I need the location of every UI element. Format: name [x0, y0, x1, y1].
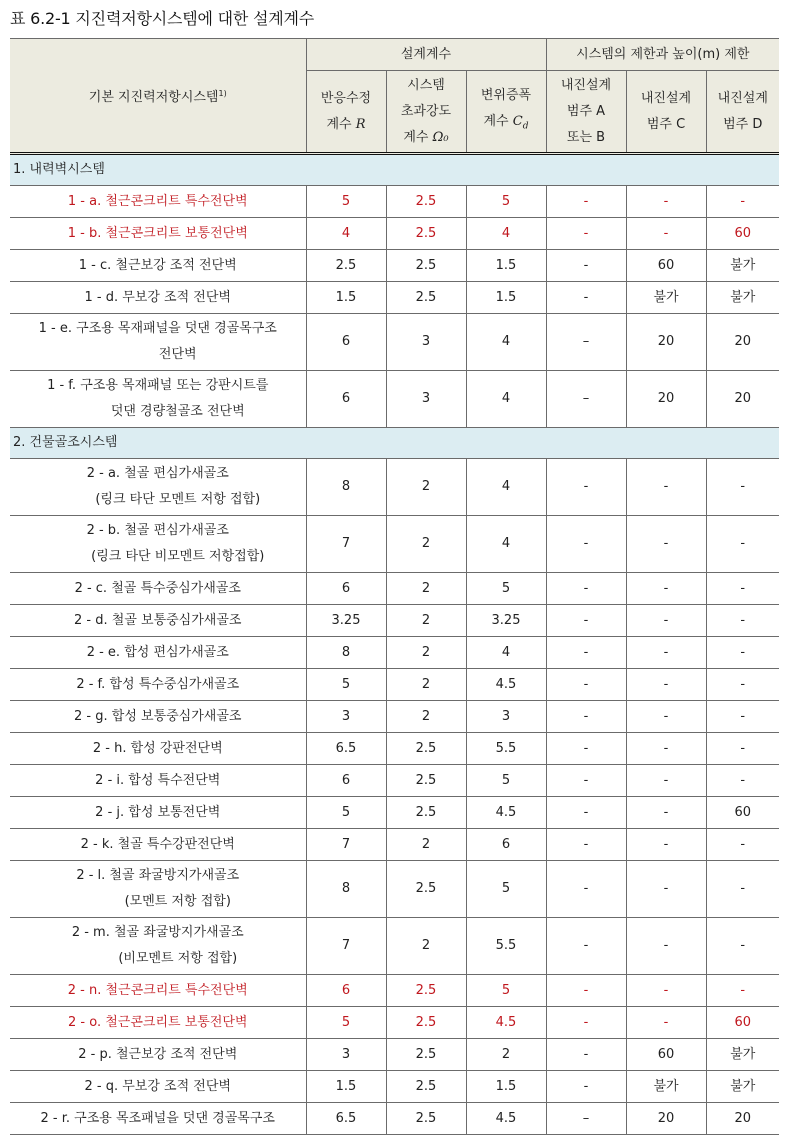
- category-d-value: 20: [706, 371, 779, 428]
- category-d-value: -: [706, 975, 779, 1007]
- system-name: [10, 975, 306, 1007]
- response-modification-value: 7: [306, 829, 386, 861]
- deflection-amplification-value: 4.5: [466, 1007, 546, 1039]
- category-ab-value: -: [546, 605, 626, 637]
- overstrength-value: 2.5: [386, 765, 466, 797]
- overstrength-value: 2.5: [386, 733, 466, 765]
- table-row: [10, 1071, 779, 1103]
- table-caption: 표 6.2-1 지진력저항시스템에 대한 설계계수: [10, 9, 315, 28]
- table-row: [10, 975, 779, 1007]
- system-name: [10, 371, 306, 428]
- system-name: [10, 516, 306, 573]
- header-category-ab: [546, 71, 626, 154]
- category-c-value: 불가: [626, 282, 706, 314]
- footnote-marker: 1): [218, 88, 227, 98]
- category-c-value: -: [626, 765, 706, 797]
- table-row: [10, 250, 779, 282]
- system-name: [10, 459, 306, 516]
- table-row: [10, 218, 779, 250]
- category-d-value: -: [706, 605, 779, 637]
- table-row: [10, 1007, 779, 1039]
- category-d-value: -: [706, 861, 779, 918]
- table-row: [10, 733, 779, 765]
- category-c-value: 20: [626, 1103, 706, 1135]
- overstrength-value: 2: [386, 605, 466, 637]
- header-line: 내진설계: [640, 90, 692, 106]
- deflection-amplification-value: 5: [466, 186, 546, 218]
- system-name: [10, 1039, 306, 1071]
- deflection-amplification-value: 5: [466, 765, 546, 797]
- response-modification-value: 1.5: [306, 1071, 386, 1103]
- category-d-value: -: [706, 733, 779, 765]
- category-ab-value: –: [546, 314, 626, 371]
- system-name-line1: 2 - a. 철골 편심가새골조: [86, 466, 229, 481]
- system-name: [10, 701, 306, 733]
- system-name-line1: 2 - h. 합성 강판전단벽: [92, 740, 223, 756]
- response-modification-value: 7: [306, 918, 386, 975]
- overstrength-value: 2.5: [386, 218, 466, 250]
- response-modification-value: 2.5: [306, 250, 386, 282]
- category-ab-value: -: [546, 797, 626, 829]
- deflection-amplification-value: 2: [466, 1039, 546, 1071]
- deflection-amplification-value: 1.5: [466, 282, 546, 314]
- category-d-value: -: [706, 573, 779, 605]
- symbol-omega: Ω₀: [432, 129, 449, 145]
- response-modification-value: 6.5: [306, 733, 386, 765]
- header-overstrength: [386, 71, 466, 154]
- table-body: [10, 154, 779, 1135]
- category-c-value: -: [626, 829, 706, 861]
- deflection-amplification-value: 5: [466, 975, 546, 1007]
- deflection-amplification-value: 4: [466, 516, 546, 573]
- system-name: [10, 250, 306, 282]
- response-modification-value: 8: [306, 861, 386, 918]
- table-row: [10, 516, 779, 573]
- system-name-line2: 덧댄 경량철골조 전단벽: [110, 404, 245, 419]
- system-name: [10, 218, 306, 250]
- response-modification-value: 3: [306, 701, 386, 733]
- system-name: [10, 1071, 306, 1103]
- table-row: [10, 1039, 779, 1071]
- symbol-r: R: [355, 116, 366, 132]
- category-d-value: 60: [706, 797, 779, 829]
- response-modification-value: 6: [306, 314, 386, 371]
- overstrength-value: 2.5: [386, 1071, 466, 1103]
- category-c-value: -: [626, 573, 706, 605]
- overstrength-value: 2: [386, 516, 466, 573]
- table-row: [10, 282, 779, 314]
- overstrength-value: 3: [386, 314, 466, 371]
- category-c-value: -: [626, 861, 706, 918]
- system-name: [10, 829, 306, 861]
- category-d-value: -: [706, 516, 779, 573]
- overstrength-value: 2: [386, 573, 466, 605]
- response-modification-value: 8: [306, 459, 386, 516]
- system-name-line1: 2 - d. 철골 보통중심가새골조: [74, 612, 242, 628]
- category-c-value: -: [626, 637, 706, 669]
- category-ab-value: -: [546, 459, 626, 516]
- response-modification-value: 3.25: [306, 605, 386, 637]
- category-c-value: -: [626, 669, 706, 701]
- category-d-value: -: [706, 918, 779, 975]
- system-name: [10, 605, 306, 637]
- overstrength-value: 2.5: [386, 1039, 466, 1071]
- overstrength-value: 2: [386, 459, 466, 516]
- overstrength-value: 2.5: [386, 186, 466, 218]
- system-name-line2: (링크 타단 비모멘트 저항접합): [91, 549, 265, 564]
- overstrength-value: 2: [386, 669, 466, 701]
- category-d-value: -: [706, 637, 779, 669]
- header-line: 변위증폭: [480, 88, 532, 104]
- category-d-value: 20: [706, 1103, 779, 1135]
- section-label: 1. 내력벽시스템: [10, 154, 779, 186]
- table-row: [10, 669, 779, 701]
- category-d-value: 불가: [706, 1039, 779, 1071]
- system-name-line2: 전단벽: [158, 347, 197, 362]
- category-d-value: 불가: [706, 282, 779, 314]
- system-name-line1: 2 - k. 철골 특수강판전단벽: [80, 836, 235, 852]
- overstrength-value: 2.5: [386, 282, 466, 314]
- response-modification-value: 5: [306, 669, 386, 701]
- category-ab-value: -: [546, 733, 626, 765]
- header-system-limits: 시스템의 제한과 높이(m) 제한: [546, 39, 779, 71]
- system-name-line1: 1 - e. 구조용 목재패널을 덧댄 경골목구조: [38, 321, 277, 336]
- overstrength-value: 2: [386, 918, 466, 975]
- category-d-value: -: [706, 186, 779, 218]
- header-line: 계수 R: [326, 116, 366, 132]
- header-line: 초과강도: [400, 103, 452, 119]
- table-row: [10, 371, 779, 428]
- system-name-line1: 1 - c. 철근보강 조적 전단벽: [78, 257, 237, 273]
- category-d-value: -: [706, 701, 779, 733]
- table-row: [10, 797, 779, 829]
- category-c-value: -: [626, 186, 706, 218]
- deflection-amplification-value: 1.5: [466, 250, 546, 282]
- category-c-value: -: [626, 605, 706, 637]
- table-row: [10, 314, 779, 371]
- header-design-coefficients: 설계계수: [306, 39, 546, 71]
- deflection-amplification-value: 4: [466, 218, 546, 250]
- table-row: [10, 765, 779, 797]
- response-modification-value: 3: [306, 1039, 386, 1071]
- overstrength-value: 3: [386, 371, 466, 428]
- section-row: [10, 154, 779, 186]
- deflection-amplification-value: 4: [466, 371, 546, 428]
- deflection-amplification-value: 5: [466, 861, 546, 918]
- overstrength-value: 2.5: [386, 861, 466, 918]
- deflection-amplification-value: 4.5: [466, 669, 546, 701]
- symbol-cd: C: [512, 114, 523, 130]
- response-modification-value: 6: [306, 371, 386, 428]
- overstrength-value: 2.5: [386, 250, 466, 282]
- header-response-modification: [306, 71, 386, 154]
- header-category-d: [706, 71, 779, 154]
- category-d-value: 20: [706, 314, 779, 371]
- response-modification-value: 5: [306, 797, 386, 829]
- table-row: [10, 573, 779, 605]
- deflection-amplification-value: 3.25: [466, 605, 546, 637]
- system-name-line1: 2 - p. 철근보강 조적 전단벽: [78, 1046, 238, 1062]
- category-ab-value: -: [546, 669, 626, 701]
- category-c-value: -: [626, 516, 706, 573]
- system-name-line1: 2 - m. 철골 좌굴방지가새골조: [71, 925, 244, 940]
- response-modification-value: 6: [306, 573, 386, 605]
- response-modification-value: 5: [306, 186, 386, 218]
- system-name: [10, 637, 306, 669]
- system-name-line1: 2 - j. 합성 보통전단벽: [95, 804, 221, 820]
- system-name-line1: 2 - e. 합성 편심가새골조: [86, 644, 229, 660]
- category-c-value: -: [626, 733, 706, 765]
- category-d-value: -: [706, 765, 779, 797]
- header-line: 반응수정: [320, 90, 372, 106]
- deflection-amplification-value: 4: [466, 459, 546, 516]
- category-ab-value: -: [546, 637, 626, 669]
- overstrength-value: 2.5: [386, 1007, 466, 1039]
- response-modification-value: 6: [306, 975, 386, 1007]
- table-row: [10, 829, 779, 861]
- system-name-line1: 1 - a. 철근콘크리트 특수전단벽: [67, 193, 248, 209]
- category-ab-value: -: [546, 1071, 626, 1103]
- category-c-value: -: [626, 218, 706, 250]
- deflection-amplification-value: 1.5: [466, 1071, 546, 1103]
- system-name-line1: 2 - i. 합성 특수전단벽: [95, 772, 221, 788]
- system-name: [10, 765, 306, 797]
- system-name-line1: 2 - l. 철골 좌굴방지가새골조: [76, 868, 240, 883]
- system-name: [10, 573, 306, 605]
- deflection-amplification-value: 4.5: [466, 1103, 546, 1135]
- overstrength-value: 2.5: [386, 975, 466, 1007]
- category-ab-value: -: [546, 250, 626, 282]
- category-ab-value: -: [546, 918, 626, 975]
- deflection-amplification-value: 4.5: [466, 797, 546, 829]
- category-c-value: 20: [626, 314, 706, 371]
- system-name: [10, 797, 306, 829]
- system-name-line1: 2 - g. 합성 보통중심가새골조: [74, 708, 242, 724]
- design-coefficient-table: [10, 38, 779, 1135]
- deflection-amplification-value: 5.5: [466, 918, 546, 975]
- deflection-amplification-value: 6: [466, 829, 546, 861]
- response-modification-value: 6: [306, 765, 386, 797]
- system-name-line1: 1 - b. 철근콘크리트 보통전단벽: [67, 225, 248, 241]
- system-name: [10, 918, 306, 975]
- category-d-value: 불가: [706, 1071, 779, 1103]
- system-name-line2: (비모멘트 저항 접합): [118, 951, 238, 966]
- system-name-line1: 2 - c. 철골 특수중심가새골조: [74, 580, 241, 596]
- category-c-value: -: [626, 459, 706, 516]
- category-ab-value: -: [546, 829, 626, 861]
- system-name-line1: 2 - q. 무보강 조적 전단벽: [84, 1078, 231, 1094]
- header-line: 시스템: [407, 77, 445, 93]
- overstrength-value: 2.5: [386, 797, 466, 829]
- system-name: [10, 282, 306, 314]
- header-deflection-amplification: [466, 71, 546, 154]
- overstrength-value: 2: [386, 637, 466, 669]
- category-c-value: 20: [626, 371, 706, 428]
- response-modification-value: 7: [306, 516, 386, 573]
- category-d-value: 불가: [706, 250, 779, 282]
- category-c-value: -: [626, 975, 706, 1007]
- header-line: 범주 C: [646, 116, 686, 132]
- category-d-value: -: [706, 829, 779, 861]
- response-modification-value: 6.5: [306, 1103, 386, 1135]
- deflection-amplification-value: 5: [466, 573, 546, 605]
- system-name: [10, 186, 306, 218]
- category-c-value: 60: [626, 1039, 706, 1071]
- deflection-amplification-value: 4: [466, 314, 546, 371]
- overstrength-value: 2: [386, 701, 466, 733]
- table-row: [10, 186, 779, 218]
- category-c-value: -: [626, 1007, 706, 1039]
- table-row: [10, 605, 779, 637]
- response-modification-value: 4: [306, 218, 386, 250]
- category-c-value: -: [626, 701, 706, 733]
- system-name-line1: 2 - r. 구조용 목조패널을 덧댄 경골목구조: [40, 1110, 275, 1126]
- overstrength-value: 2: [386, 829, 466, 861]
- category-ab-value: -: [546, 282, 626, 314]
- category-ab-value: -: [546, 861, 626, 918]
- category-c-value: 불가: [626, 1071, 706, 1103]
- system-name: [10, 1103, 306, 1135]
- table-row: [10, 459, 779, 516]
- table-row: [10, 1103, 779, 1135]
- response-modification-value: 5: [306, 1007, 386, 1039]
- category-d-value: 60: [706, 1007, 779, 1039]
- header-line: 범주 D: [723, 116, 763, 132]
- category-ab-value: –: [546, 371, 626, 428]
- system-name-line2: (링크 타단 모멘트 저항 접합): [95, 492, 261, 507]
- deflection-amplification-value: 5.5: [466, 733, 546, 765]
- header-line: 또는 B: [566, 129, 606, 145]
- category-c-value: -: [626, 797, 706, 829]
- header-line: 범주 A: [566, 103, 606, 119]
- table-row: [10, 918, 779, 975]
- section-label: 2. 건물골조시스템: [10, 428, 779, 459]
- system-name-line1: 1 - f. 구조용 목재패널 또는 강판시트를: [47, 378, 269, 393]
- system-name-line1: 2 - b. 철골 편심가새골조: [86, 523, 229, 538]
- deflection-amplification-value: 4: [466, 637, 546, 669]
- system-name-line1: 1 - d. 무보강 조적 전단벽: [84, 289, 231, 305]
- category-c-value: 60: [626, 250, 706, 282]
- overstrength-value: 2.5: [386, 1103, 466, 1135]
- category-d-value: 60: [706, 218, 779, 250]
- header-line: 내진설계: [717, 90, 768, 106]
- category-ab-value: -: [546, 1039, 626, 1071]
- category-ab-value: -: [546, 186, 626, 218]
- system-name-line2: (모멘트 저항 접합): [124, 894, 231, 909]
- category-ab-value: -: [546, 765, 626, 797]
- header-line: 계수 Ω₀: [403, 129, 449, 145]
- response-modification-value: 1.5: [306, 282, 386, 314]
- category-ab-value: -: [546, 701, 626, 733]
- system-name-line1: 2 - n. 철근콘크리트 특수전단벽: [67, 982, 248, 998]
- section-row: [10, 428, 779, 459]
- table-row: [10, 637, 779, 669]
- system-name: [10, 669, 306, 701]
- category-ab-value: -: [546, 218, 626, 250]
- system-name-line1: 2 - f. 합성 특수중심가새골조: [76, 676, 240, 692]
- category-d-value: -: [706, 459, 779, 516]
- system-name: [10, 861, 306, 918]
- system-name: [10, 1007, 306, 1039]
- deflection-amplification-value: 3: [466, 701, 546, 733]
- header-line: 내진설계: [560, 77, 612, 93]
- category-ab-value: -: [546, 975, 626, 1007]
- system-name-line1: 2 - o. 철근콘크리트 보통전단벽: [68, 1014, 248, 1030]
- header-system-label: 기본 지진력저항시스템: [88, 89, 219, 105]
- header-category-c: [626, 71, 706, 154]
- system-name: [10, 733, 306, 765]
- category-ab-value: -: [546, 516, 626, 573]
- category-ab-value: -: [546, 573, 626, 605]
- category-c-value: -: [626, 918, 706, 975]
- category-ab-value: –: [546, 1103, 626, 1135]
- header-line: 계수 $C_d$: [483, 114, 529, 132]
- system-name: [10, 314, 306, 371]
- response-modification-value: 8: [306, 637, 386, 669]
- category-d-value: -: [706, 669, 779, 701]
- table-row: [10, 861, 779, 918]
- table-row: [10, 701, 779, 733]
- header-system: [10, 39, 306, 154]
- category-ab-value: -: [546, 1007, 626, 1039]
